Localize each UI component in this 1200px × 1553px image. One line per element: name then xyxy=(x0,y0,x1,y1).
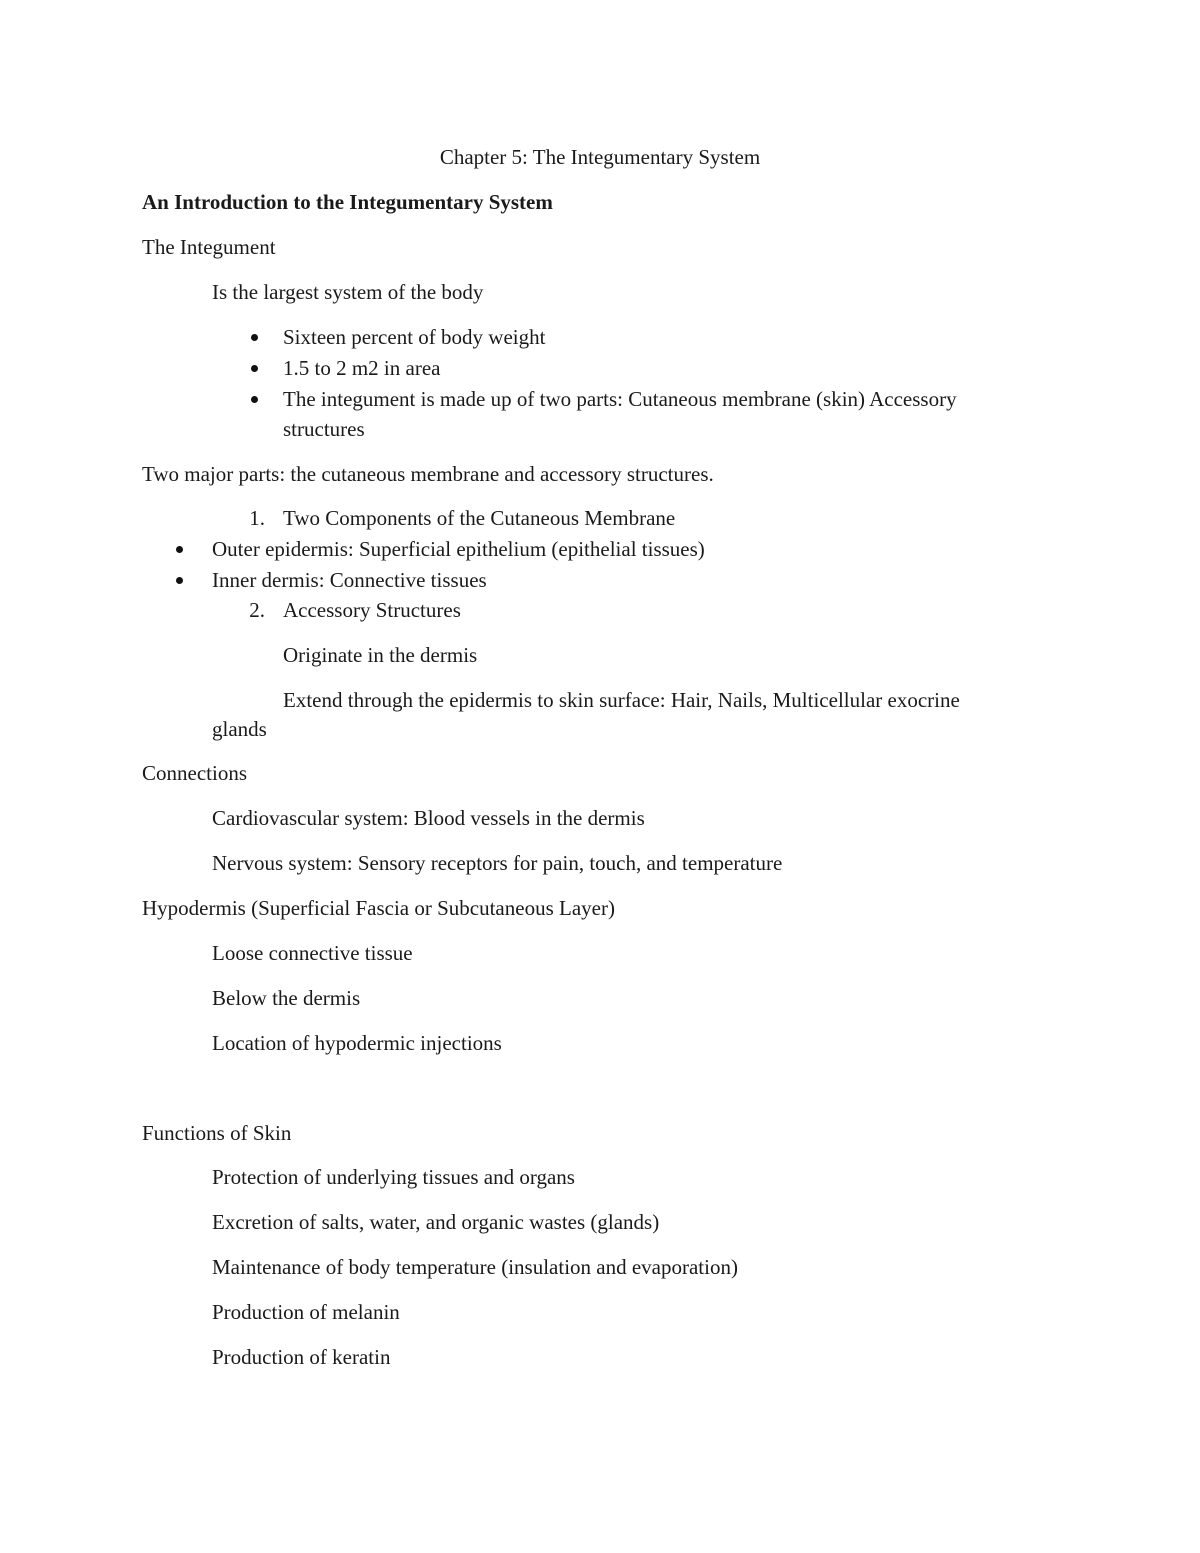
list-item: The integument is made up of two parts: Cutaneous membrane (skin) Accessory xyxy=(283,387,957,411)
list-item: 1.5 to 2 m2 in area xyxy=(283,356,441,380)
connections-item: Nervous system: Sensory receptors for pain, touch, and temperature xyxy=(212,851,783,875)
numbered-item: Accessory Structures xyxy=(283,598,461,622)
list-item: Inner dermis: Connective tissues xyxy=(212,568,487,592)
major-parts-text: Two major parts: the cutaneous membrane and accessory structures. xyxy=(142,462,714,486)
functions-item: Maintenance of body temperature (insulation and evaporation) xyxy=(212,1255,738,1279)
bullet-icon xyxy=(251,396,258,403)
paragraph: Originate in the dermis xyxy=(283,643,478,667)
bullet-icon xyxy=(251,334,258,341)
hypodermis-item: Location of hypodermic injections xyxy=(212,1031,502,1055)
hypodermis-label: Hypodermis (Superficial Fascia or Subcutaneous Layer) xyxy=(142,896,615,920)
connections-label: Connections xyxy=(142,761,247,785)
paragraph: Extend through the epidermis to skin surface: Hair, Nails, Multicellular exocrine xyxy=(283,688,960,712)
functions-item: Excretion of salts, water, and organic wastes (glands) xyxy=(212,1210,660,1234)
numbered-item: Two Components of the Cutaneous Membrane xyxy=(283,506,676,530)
functions-item: Protection of underlying tissues and organs xyxy=(212,1165,575,1189)
hypodermis-item: Below the dermis xyxy=(212,986,361,1010)
functions-label: Functions of Skin xyxy=(142,1121,292,1145)
list-number: 2. xyxy=(249,598,265,622)
connections-item: Cardiovascular system: Blood vessels in the dermis xyxy=(212,806,645,830)
page-title: Chapter 5: The Integumentary System xyxy=(439,145,761,169)
section-heading: An Introduction to the Integumentary System xyxy=(142,190,553,214)
functions-item: Production of melanin xyxy=(212,1300,400,1324)
hypodermis-item: Loose connective tissue xyxy=(212,941,413,965)
list-item-continuation: structures xyxy=(283,417,365,441)
list-item: Sixteen percent of body weight xyxy=(283,325,546,349)
list-number: 1. xyxy=(249,506,265,530)
bullet-icon xyxy=(176,577,183,584)
paragraph-continuation: glands xyxy=(212,717,267,741)
bullet-icon xyxy=(251,365,258,372)
bullet-icon xyxy=(176,546,183,553)
integument-intro: Is the largest system of the body xyxy=(212,280,484,304)
integument-label: The Integument xyxy=(142,235,276,259)
list-item: Outer epidermis: Superficial epithelium (epithelial tissues) xyxy=(212,537,705,561)
functions-item: Production of keratin xyxy=(212,1345,391,1369)
